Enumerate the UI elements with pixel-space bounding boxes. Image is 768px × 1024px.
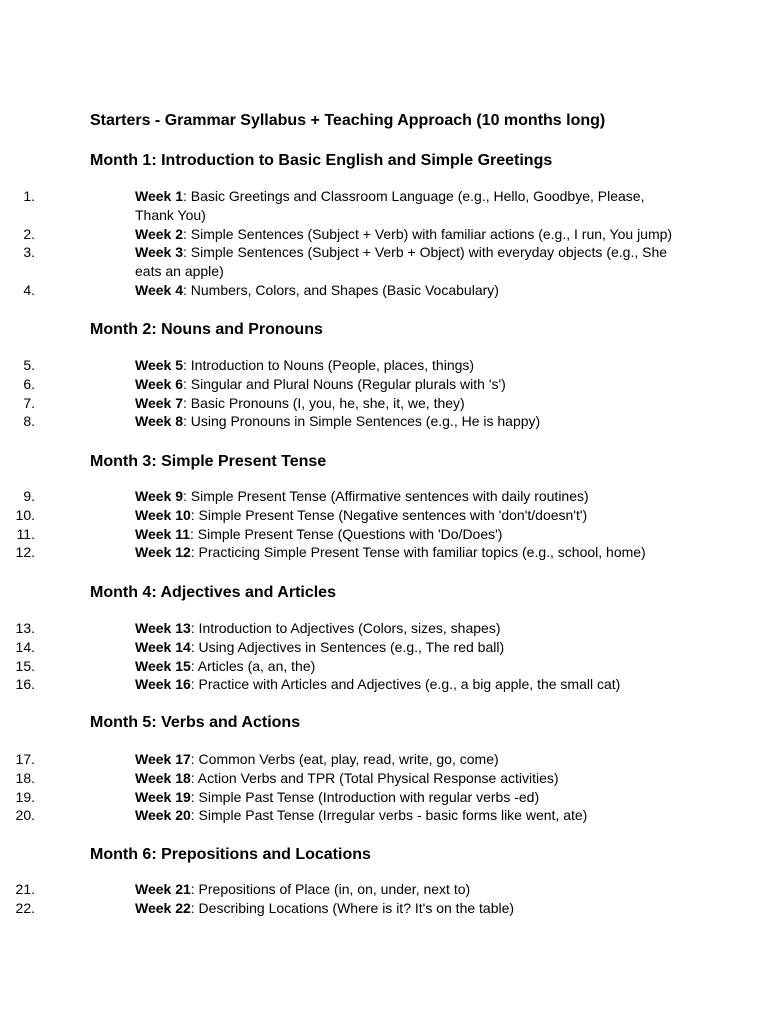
week-list [0,750,768,825]
list-number: 17. [15,751,35,767]
week-list-item [0,806,675,825]
week-label: Week 6 [135,375,183,392]
week-list-item [0,619,675,638]
week-description: : Introduction to Adjectives (Colors, sizes, shapes) [190,620,501,636]
week-label: Week 5 [135,357,183,373]
list-number: 5. [23,357,35,373]
week-list-item [0,769,675,788]
week-list-item [0,675,675,694]
list-number: 15. [15,657,35,674]
list-number: 19. [15,788,35,805]
section-heading: Month 1: Introduction to Basic English and Simple Greetings [90,152,553,169]
week-list-item [0,356,675,375]
section-heading: Month 6: Prepositions and Locations [90,846,371,863]
week-list [0,356,768,431]
section-heading: Month 4: Adjectives and Articles [90,584,336,601]
week-list-item [0,638,675,657]
list-number: 7. [23,394,35,411]
week-label: Week 2 [135,225,183,242]
week-list-item [0,899,675,918]
list-number: 6. [23,375,35,392]
week-list-item [0,487,675,506]
week-list-item [0,750,675,769]
week-description: : Simple Present Tense (Questions with 'Do/Does') [190,525,503,542]
week-description: : Using Pronouns in Simple Sentences (e.g., He is happy) [183,413,541,430]
week-label: Week 9 [135,488,183,504]
week-description: : Describing Locations (Where is it? It's on the table) [190,899,515,916]
week-label: Week 7 [135,394,183,411]
week-label: Week 15 [135,657,191,674]
week-list-item [0,880,675,899]
week-list [0,487,768,562]
week-description: : Practicing Simple Present Tense with familiar topics (e.g., school, home) [190,544,646,561]
list-number: 3. [23,244,35,261]
week-description: : Action Verbs and TPR (Total Physical Response activities) [190,769,559,786]
week-list-item [0,281,675,300]
week-description: : Common Verbs (eat, play, read, write, go, come) [190,751,499,767]
week-label: Week 10 [135,506,191,523]
week-description: : Introduction to Nouns (People, places, things) [183,357,475,373]
list-number: 21. [15,881,35,897]
list-number: 9. [23,488,35,504]
week-label: Week 14 [135,638,191,655]
week-label: Week 22 [135,899,191,916]
week-label: Week 3 [135,244,183,261]
list-number: 20. [15,807,35,824]
week-description: : Simple Past Tense (Introduction with regular verbs -ed) [190,788,540,805]
week-label: Week 1 [135,188,183,204]
week-description: : Practice with Articles and Adjectives (e.g., a big apple, the small cat) [190,676,621,693]
week-description: : Basic Pronouns (I, you, he, she, it, we, they) [183,394,465,411]
week-description: : Prepositions of Place (in, on, under, next to) [190,881,471,897]
week-description: : Numbers, Colors, and Shapes (Basic Vocabulary) [183,281,499,298]
week-label: Week 13 [135,620,191,636]
week-description: : Using Adjectives in Sentences (e.g., The red ball) [190,638,505,655]
list-number: 16. [15,676,35,693]
week-label: Week 17 [135,751,191,767]
week-description: : Simple Past Tense (Irregular verbs - basic forms like went, ate) [190,807,588,824]
list-number: 4. [23,281,35,298]
week-description: : Articles (a, an, the) [190,657,316,674]
week-description: : Simple Present Tense (Negative sentences with 'don't/doesn't') [190,506,588,523]
week-description: : Simple Present Tense (Affirmative sentences with daily routines) [183,488,589,504]
section-heading: Month 5: Verbs and Actions [90,714,301,731]
week-list-item [0,187,675,225]
list-number: 18. [15,769,35,786]
week-list-item [0,788,675,807]
week-list-item [0,375,675,394]
week-list [0,619,768,694]
list-number: 11. [16,525,35,542]
week-label: Week 16 [135,676,191,693]
week-list [0,880,768,918]
week-description: : Basic Greetings and Classroom Language (e.g., Hello, Goodbye, Please, Thank You) [135,188,645,223]
list-number: 8. [23,413,35,430]
week-label: Week 11 [135,525,191,542]
week-list-item [0,506,675,525]
week-list-item [0,394,675,413]
list-number: 22. [15,899,35,916]
section-heading: Month 3: Simple Present Tense [90,453,327,470]
week-label: Week 4 [135,281,183,298]
week-list-item [0,525,675,544]
list-number: 2. [23,225,35,242]
week-label: Week 8 [135,413,183,430]
week-description: : Simple Sentences (Subject + Verb) with familiar actions (e.g., I run, You jump) [183,225,673,242]
section-heading: Month 2: Nouns and Pronouns [90,321,323,338]
list-number: 12. [15,544,35,561]
week-label: Week 18 [135,769,191,786]
list-number: 14. [15,638,35,655]
list-number: 13. [15,620,35,636]
list-number: 1. [23,188,35,204]
week-description: : Simple Sentences (Subject + Verb + Object) with everyday objects (e.g., She eats an apple) [135,244,668,280]
list-number: 10. [15,506,35,523]
week-label: Week 21 [135,881,191,897]
week-list [0,187,768,300]
week-label: Week 20 [135,807,191,824]
week-label: Week 19 [135,788,191,805]
week-list-item [0,543,675,562]
week-description: : Singular and Plural Nouns (Regular plurals with 's') [183,375,506,392]
week-list-item [0,225,675,244]
week-list-item [0,412,675,431]
week-list-item [0,243,675,281]
week-list-item [0,657,675,676]
week-label: Week 12 [135,544,191,561]
document-title: Starters - Grammar Syllabus + Teaching Approach (10 months long) [90,112,606,129]
